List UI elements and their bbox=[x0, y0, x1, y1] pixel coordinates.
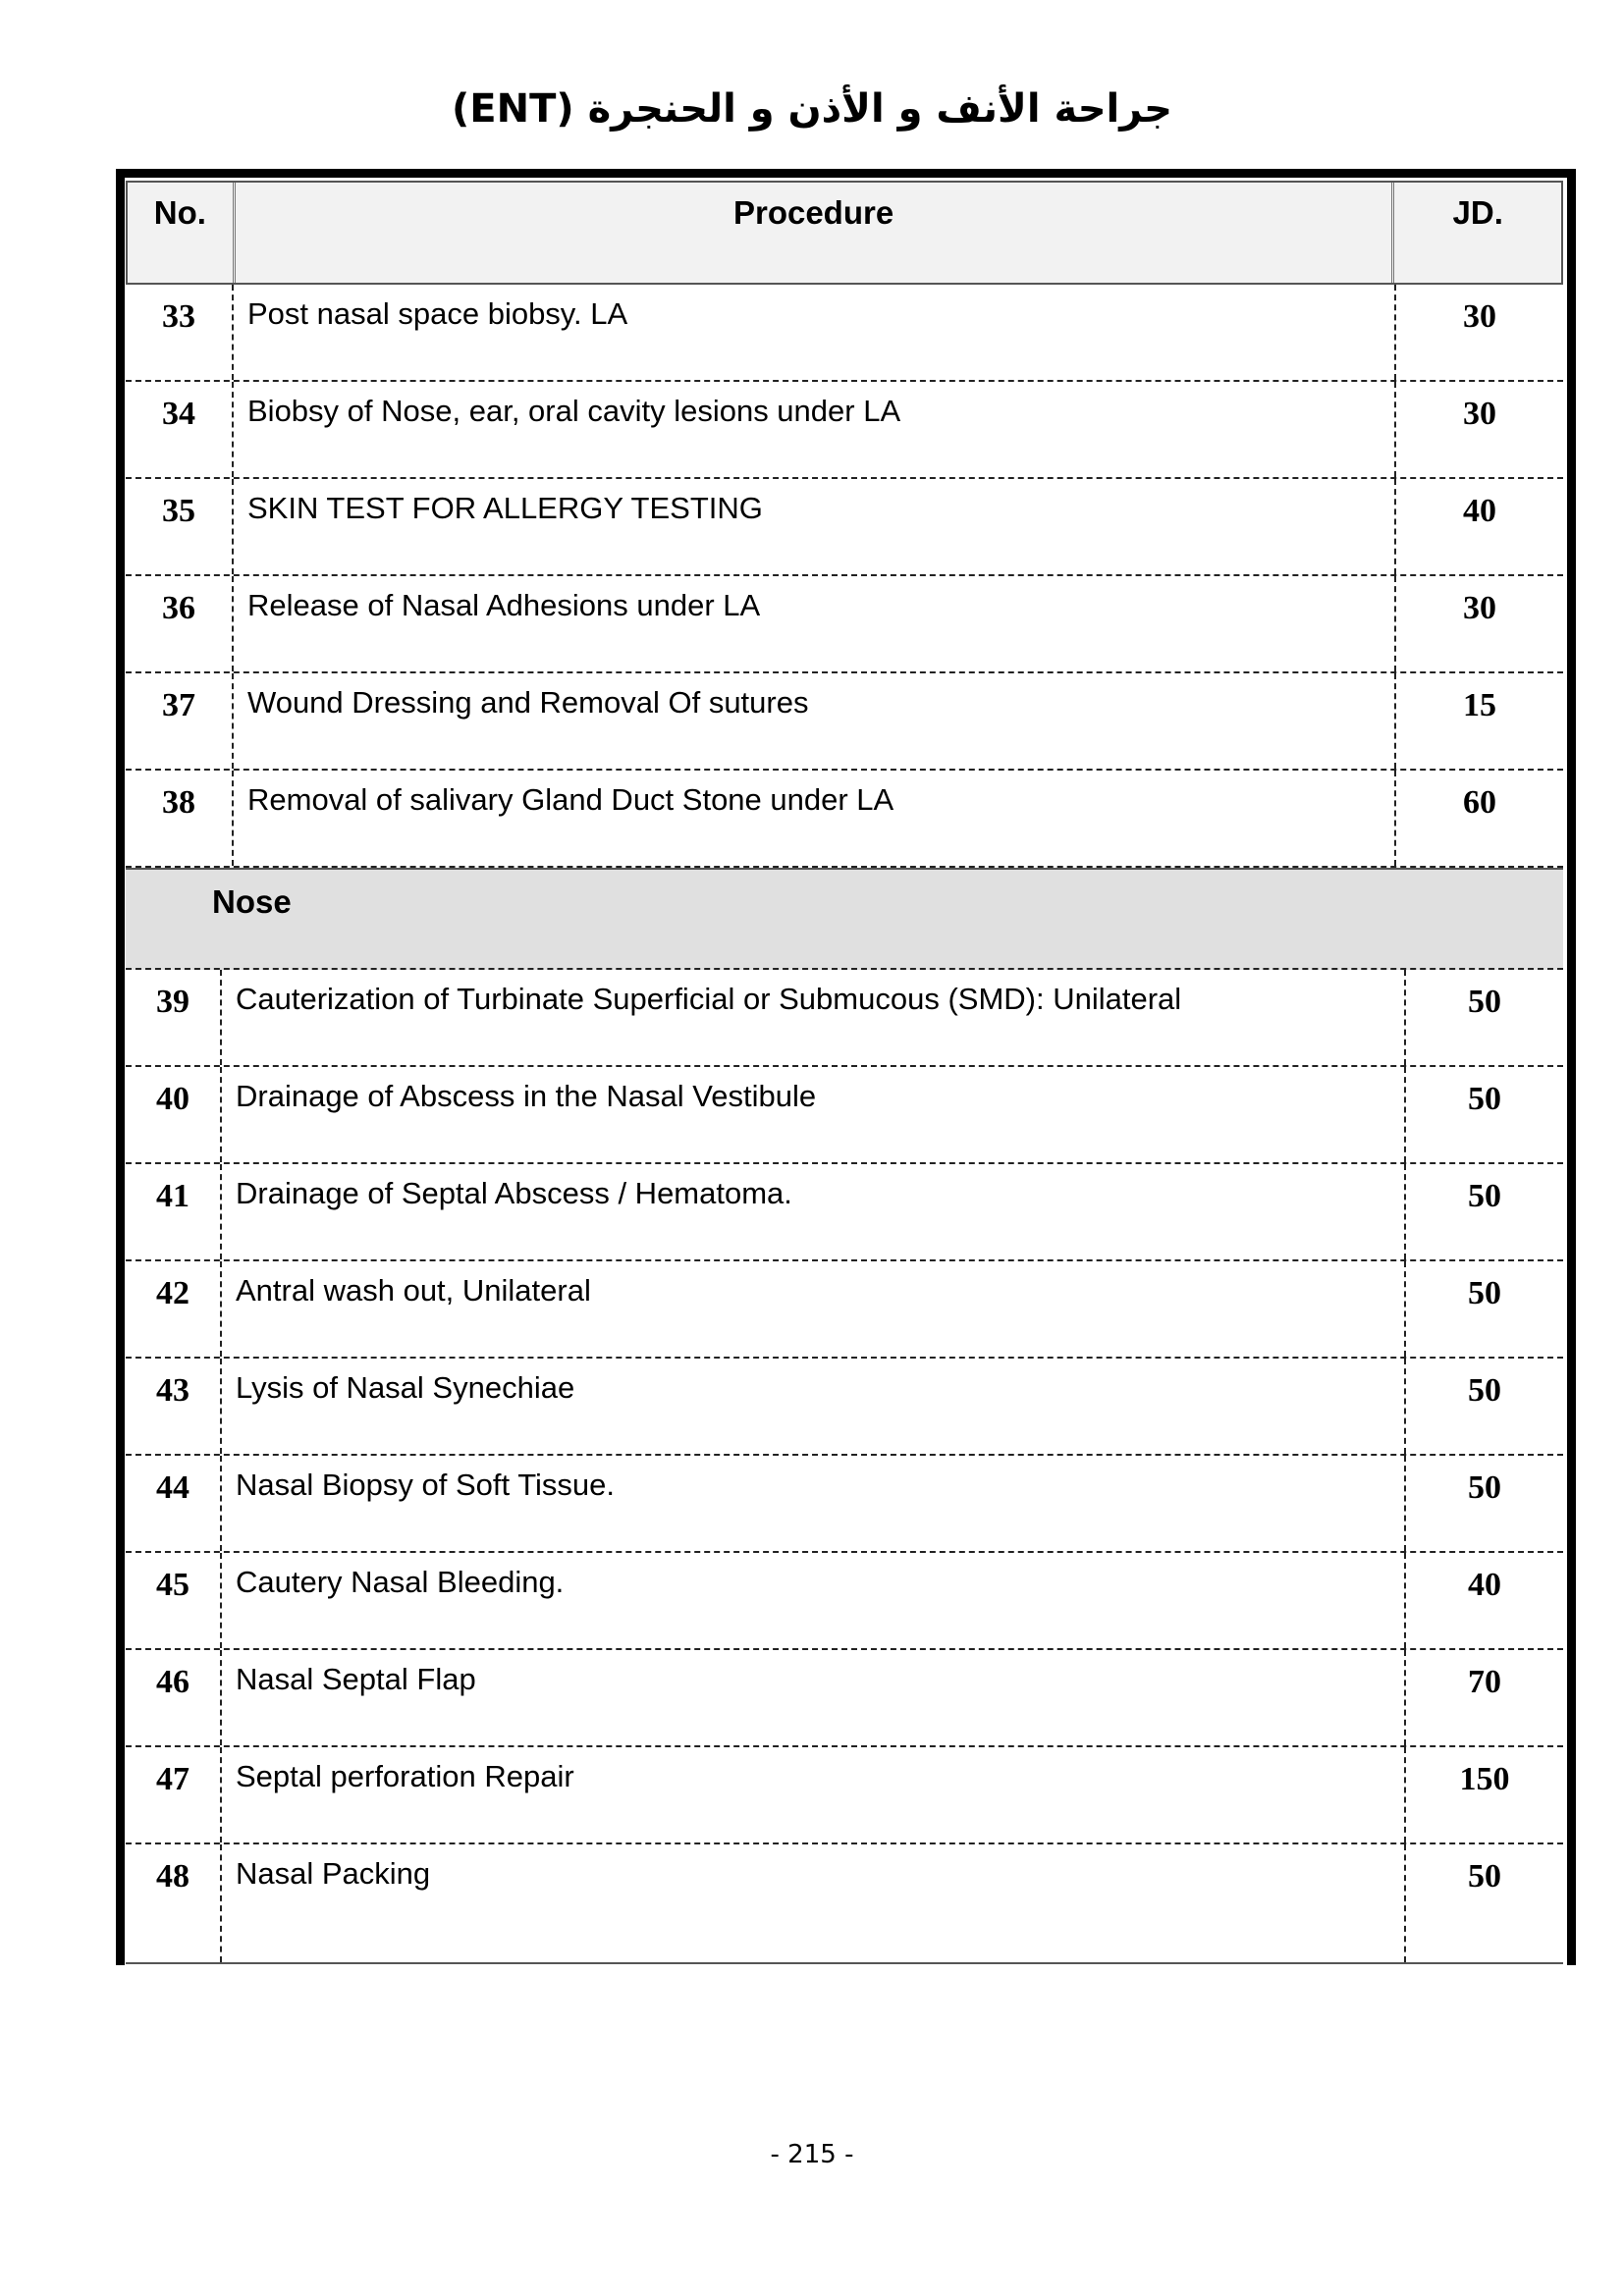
row-number: 43 bbox=[126, 1359, 222, 1454]
row-procedure: Drainage of Septal Abscess / Hematoma. bbox=[222, 1164, 1406, 1259]
row-price: 30 bbox=[1463, 396, 1496, 432]
row-price: 50 bbox=[1468, 1178, 1501, 1214]
row-number: 44 bbox=[126, 1456, 222, 1551]
row-procedure: Lysis of Nasal Synechiae bbox=[222, 1359, 1406, 1454]
row-number: 45 bbox=[126, 1553, 222, 1648]
row-number: 41 bbox=[126, 1164, 222, 1259]
procedures-table bbox=[126, 181, 1563, 1964]
table-row bbox=[126, 1650, 1563, 1747]
row-procedure: Antral wash out, Unilateral bbox=[222, 1261, 1406, 1357]
table-row bbox=[126, 970, 1563, 1067]
row-number: 39 bbox=[126, 970, 222, 1065]
general-rows bbox=[126, 285, 1563, 868]
header-no: No. bbox=[128, 183, 236, 283]
row-number: 36 bbox=[126, 576, 234, 671]
row-number: 48 bbox=[126, 1844, 222, 1962]
row-procedure: Wound Dressing and Removal Of sutures bbox=[234, 673, 1396, 769]
row-price: 50 bbox=[1468, 984, 1501, 1020]
row-number: 47 bbox=[126, 1747, 222, 1842]
table-header-row bbox=[126, 181, 1563, 285]
row-price: 50 bbox=[1468, 1469, 1501, 1506]
table-row bbox=[126, 1553, 1563, 1650]
row-price: 150 bbox=[1459, 1761, 1510, 1797]
table-row bbox=[126, 576, 1563, 673]
row-price: 40 bbox=[1468, 1567, 1501, 1603]
table-row bbox=[126, 1261, 1563, 1359]
row-procedure: Septal perforation Repair bbox=[222, 1747, 1406, 1842]
row-number: 46 bbox=[126, 1650, 222, 1745]
row-price: 70 bbox=[1468, 1664, 1501, 1700]
table-row bbox=[126, 1844, 1563, 1964]
table-row bbox=[126, 1359, 1563, 1456]
row-procedure: SKIN TEST FOR ALLERGY TESTING bbox=[234, 479, 1396, 574]
row-price: 30 bbox=[1463, 298, 1496, 335]
row-number: 38 bbox=[126, 771, 234, 866]
page-title: جراحة الأنف و الأذن و الحنجرة (ENT) bbox=[452, 86, 1172, 132]
row-price: 15 bbox=[1463, 687, 1496, 723]
table-row bbox=[126, 479, 1563, 576]
header-procedure: Procedure bbox=[236, 183, 1395, 283]
table-row bbox=[126, 1456, 1563, 1553]
table-row bbox=[126, 1747, 1563, 1844]
section-header-nose bbox=[126, 868, 1563, 970]
row-procedure: Cautery Nasal Bleeding. bbox=[222, 1553, 1406, 1648]
row-procedure: Biobsy of Nose, ear, oral cavity lesions under LA bbox=[234, 382, 1396, 477]
row-number: 35 bbox=[126, 479, 234, 574]
row-procedure: Release of Nasal Adhesions under LA bbox=[234, 576, 1396, 671]
row-number: 33 bbox=[126, 285, 234, 380]
row-procedure: Post nasal space biobsy. LA bbox=[234, 285, 1396, 380]
page-number: - 215 - bbox=[770, 2140, 854, 2169]
row-price: 40 bbox=[1463, 493, 1496, 529]
table-row bbox=[126, 673, 1563, 771]
section-label: Nose bbox=[212, 883, 292, 920]
row-price: 60 bbox=[1463, 784, 1496, 821]
row-procedure: Nasal Septal Flap bbox=[222, 1650, 1406, 1745]
table-row bbox=[126, 382, 1563, 479]
row-number: 42 bbox=[126, 1261, 222, 1357]
row-procedure: Nasal Biopsy of Soft Tissue. bbox=[222, 1456, 1406, 1551]
row-procedure: Cauterization of Turbinate Superficial or Submucous (SMD): Unilateral bbox=[222, 970, 1406, 1065]
row-price: 50 bbox=[1468, 1372, 1501, 1409]
nose-rows bbox=[126, 970, 1563, 1964]
table-row bbox=[126, 1067, 1563, 1164]
header-jd: JD. bbox=[1452, 194, 1503, 231]
row-number: 34 bbox=[126, 382, 234, 477]
row-procedure: Nasal Packing bbox=[222, 1844, 1406, 1962]
table-row bbox=[126, 285, 1563, 382]
row-procedure: Removal of salivary Gland Duct Stone under LA bbox=[234, 771, 1396, 866]
row-number: 40 bbox=[126, 1067, 222, 1162]
row-price: 50 bbox=[1468, 1275, 1501, 1311]
row-price: 50 bbox=[1468, 1081, 1501, 1117]
row-procedure: Drainage of Abscess in the Nasal Vestibule bbox=[222, 1067, 1406, 1162]
table-row bbox=[126, 771, 1563, 868]
table-row bbox=[126, 1164, 1563, 1261]
row-price: 50 bbox=[1468, 1858, 1501, 1895]
row-price: 30 bbox=[1463, 590, 1496, 626]
row-number: 37 bbox=[126, 673, 234, 769]
